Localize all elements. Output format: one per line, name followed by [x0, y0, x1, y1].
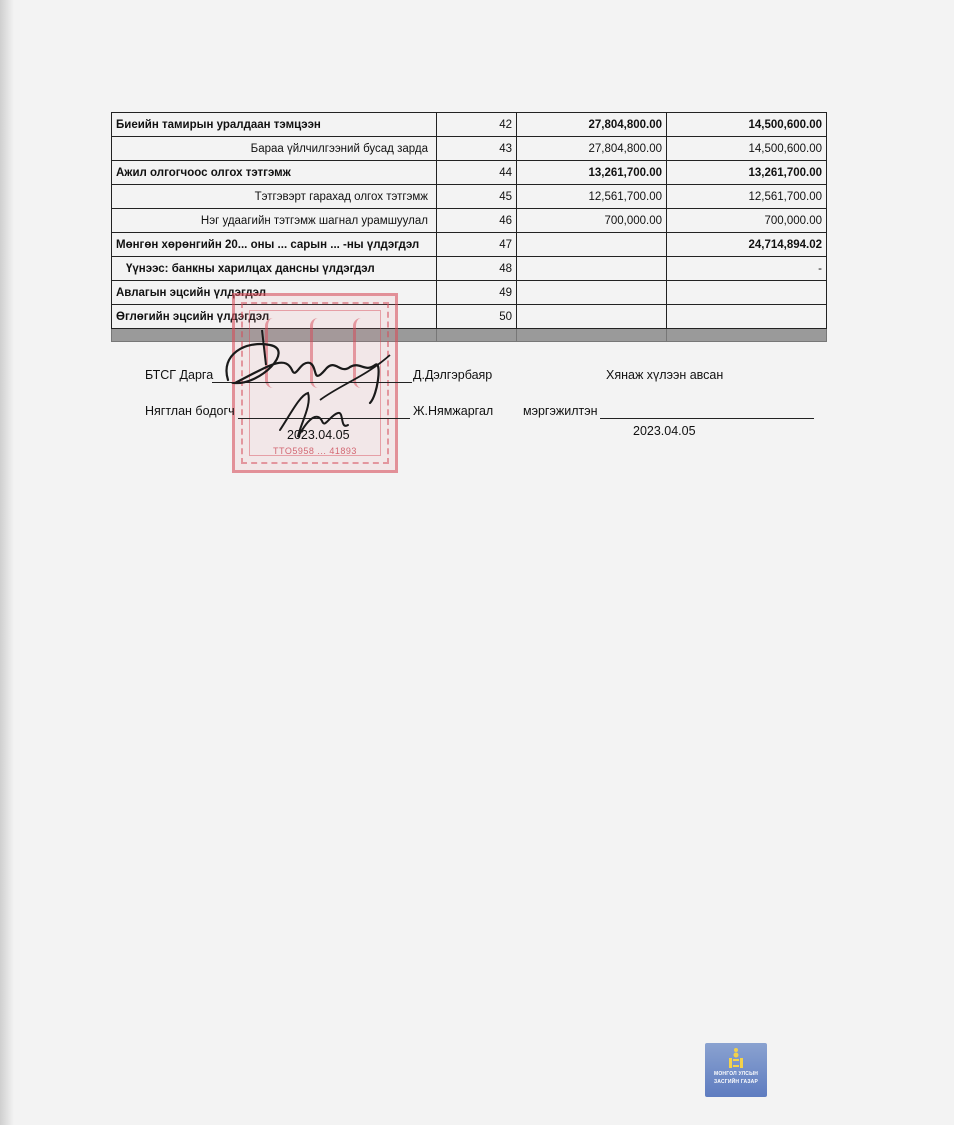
row-code: 44: [437, 161, 517, 185]
table-row: [112, 233, 827, 257]
government-logo: [705, 1043, 767, 1097]
row-amount-b: 24,714,894.02: [667, 233, 827, 257]
row-code: 42: [437, 113, 517, 137]
row-amount-b: 12,561,700.00: [667, 185, 827, 209]
specialist-label: мэргэжилтэн: [523, 404, 598, 418]
row-label: Ажил олгогчоос олгох тэтгэмж: [112, 161, 437, 185]
row-label: Бараа үйлчилгээний бусад зарда: [112, 137, 437, 161]
table-row: [112, 113, 827, 137]
row-amount-a: 27,804,800.00: [517, 137, 667, 161]
accountant-title: Нягтлан бодогч: [145, 404, 235, 418]
row-label: Авлагын эцсийн үлдэгдэл: [112, 281, 437, 305]
page-edge-shadow: [0, 0, 14, 1125]
soyombo-emblem-icon: [728, 1047, 744, 1069]
row-label: Нэг удаагийн тэтгэмж шагнал урамшуулал: [112, 209, 437, 233]
accountant-signature-line: [238, 418, 410, 419]
table-row: [112, 281, 827, 305]
logo-line-1: МОНГОЛ УЛСЫН: [713, 1071, 759, 1077]
row-amount-a: 12,561,700.00: [517, 185, 667, 209]
table-row: [112, 305, 827, 329]
row-amount-b: 700,000.00: [667, 209, 827, 233]
row-label: Тэтгэвэрт гарахад олгох тэтгэмж: [112, 185, 437, 209]
row-amount-a: [517, 305, 667, 329]
row-code: 45: [437, 185, 517, 209]
row-label: Үүнээс: банкны харилцах дансны үлдэгдэл: [112, 257, 437, 281]
table-row: [112, 137, 827, 161]
row-code: 46: [437, 209, 517, 233]
row-code: 48: [437, 257, 517, 281]
row-label: Өглөгийн эцсийн үлдэгдэл: [112, 305, 437, 329]
stamp-script-glyph: [353, 318, 374, 388]
stamp-code: TTO5958 ... 41893: [273, 446, 357, 456]
specialist-signature-line: [600, 418, 814, 419]
row-amount-b: 13,261,700.00: [667, 161, 827, 185]
row-code: 49: [437, 281, 517, 305]
row-label: Мөнгөн хөрөнгийн 20... оны ... сарын ... -ны үлдэгдэл: [112, 233, 437, 257]
row-amount-a: 13,261,700.00: [517, 161, 667, 185]
stamp-script-glyph: [265, 318, 286, 388]
row-code: 50: [437, 305, 517, 329]
row-code: 43: [437, 137, 517, 161]
row-amount-a: [517, 257, 667, 281]
chair-signature-line: [212, 382, 412, 383]
reviewed-label: Хянаж хүлээн авсан: [606, 368, 724, 382]
logo-line-2: ЗАСГИЙН ГАЗАР: [713, 1079, 759, 1085]
report-table: [111, 112, 827, 342]
official-stamp: [232, 293, 398, 473]
row-amount-b: [667, 305, 827, 329]
row-code: 47: [437, 233, 517, 257]
row-amount-a: [517, 281, 667, 305]
row-label: Биеийн тамирын уралдаан тэмцээн: [112, 113, 437, 137]
row-amount-a: 700,000.00: [517, 209, 667, 233]
row-amount-b: [667, 281, 827, 305]
row-amount-a: [517, 233, 667, 257]
right-date: 2023.04.05: [633, 424, 696, 438]
stamp-script-glyph: [310, 318, 331, 388]
table-footer-shaded-row: [112, 329, 827, 342]
left-date: 2023.04.05: [287, 428, 350, 442]
chair-title: БТСГ Дарга: [145, 368, 214, 382]
table-row: [112, 257, 827, 281]
row-amount-b: 14,500,600.00: [667, 113, 827, 137]
chair-name: Д.Дэлгэрбаяр: [413, 368, 493, 382]
row-amount-b: -: [667, 257, 827, 281]
accountant-name: Ж.Нямжаргал: [413, 404, 494, 418]
table-row: [112, 161, 827, 185]
row-amount-b: 14,500,600.00: [667, 137, 827, 161]
table-row: [112, 209, 827, 233]
table-row: [112, 185, 827, 209]
row-amount-a: 27,804,800.00: [517, 113, 667, 137]
